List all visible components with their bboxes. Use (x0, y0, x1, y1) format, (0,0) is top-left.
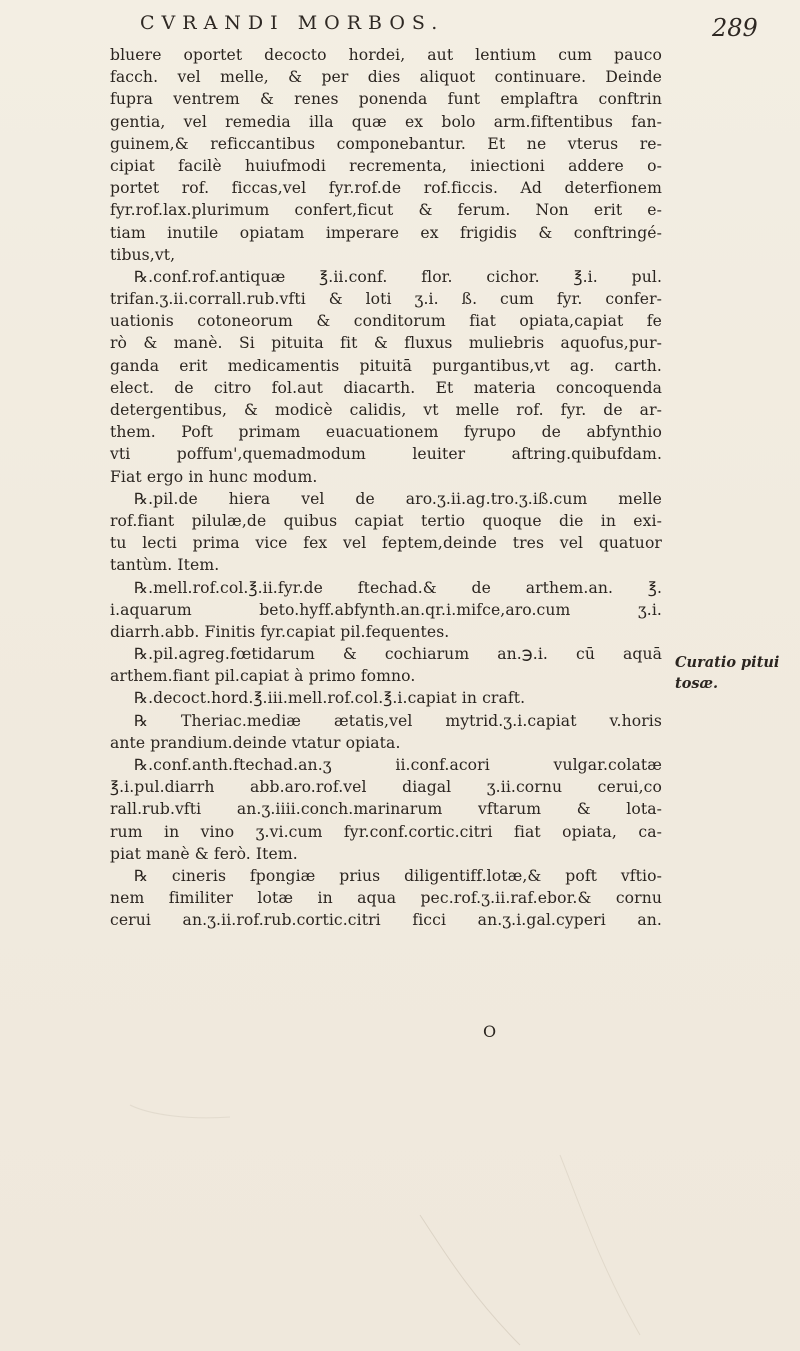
text-line: diarrh.abb. Finitis fyr.capiat pil.fequentes. (110, 622, 450, 641)
text-line: arthem.fiant pil.capiat à primo fomno. (110, 667, 416, 686)
recipe-line: ℞.conf.rof.antiquæ ℥.ii.conf. flor. cichor. ℥.i. pul. (134, 267, 662, 286)
text-line: portet rof. ficcas,vel fyr.rof.de rof.ficcis. Ad deterfionem (110, 179, 662, 198)
text-line: tu lecti prima vice fex vel feptem,deinde tres vel quatuor (110, 534, 662, 553)
text-line: rof.fiant pilulæ,de quibus capiat tertio quoque die in exi- (110, 511, 662, 530)
text-line: gentia, vel remedia illa quæ ex bolo arm.fiftentibus fan- (110, 112, 662, 131)
text-line: rum in vino ʒ.vi.cum fyr.conf.cortic.citri fiat opiata, ca- (110, 822, 662, 841)
text-line: trifan.ʒ.ii.corrall.rub.vfti & loti ʒ.i. ß. cum fyr. confer- (110, 290, 662, 309)
text-line: them. Poft primam euacuationem fyrupo de abfynthio (110, 423, 662, 442)
recipe-line: ℞ Theriac.mediæ ætatis,vel mytrid.ʒ.i.capiat v.horis (134, 711, 662, 730)
page-number: 289 (712, 14, 758, 42)
text-line: ante prandium.deinde vtatur opiata. (110, 733, 401, 752)
recipe-line: ℞.pil.de hiera vel de aro.ʒ.ii.ag.tro.ʒ.iß.cum melle (134, 489, 662, 508)
text-line: cipiat facilè huiufmodi recrementa, iniectioni addere o- (110, 156, 662, 175)
text-line: i.aquarum beto.hyff.abfynth.an.qr.i.mifce,aro.cum ʒ.i. (110, 600, 662, 619)
text-line: tantùm. Item. (110, 556, 220, 575)
recipe-line: ℞.mell.rof.col.℥.ii.fyr.de ftechad.& de arthem.an. ℥. (134, 578, 662, 597)
text-line: facch. vel melle, & per dies aliquot continuare. Deinde (110, 68, 662, 87)
recipe-line: ℞.conf.anth.ftechad.an.ʒ ii.conf.acori vulgar.colatæ (134, 756, 662, 774)
marginal-note (675, 652, 800, 694)
text-line: Fiat ergo in hunc modum. (110, 467, 318, 486)
text-line: bluere oportet decocto hordei, aut lentium cum pauco (110, 46, 662, 64)
show-through-marks (0, 1045, 800, 1351)
text-line: ℥.i.pul.diarrh abb.aro.rof.vel diagal ʒ.ii.cornu cerui,co (110, 778, 662, 797)
text-line: uationis cotoneorum & conditorum fiat opiata,capiat fe (110, 312, 662, 331)
text-line: nem fimiliter lotæ in aqua pec.rof.ʒ.ii.raf.ebor.& cornu (110, 889, 662, 908)
recipe-line: ℞ cineris fpongiæ prius diligentiff.lotæ,& poft vftio- (134, 866, 662, 885)
catchword: O (483, 1022, 497, 1041)
text-line: vti poffum',quemadmodum leuiter aftring.quibufdam. (110, 445, 662, 464)
text-line: tibus,vt, (110, 245, 176, 264)
recipe-line: ℞.decoct.hord.℥.iii.mell.rof.col.℥.i.capiat in craft. (134, 689, 526, 708)
text-line: ganda erit medicamentis pituitā purgantibus,vt ag. carth. (110, 356, 662, 375)
text-line: fyr.rof.lax.plurimum confert,ficut & ferum. Non erit e- (110, 201, 662, 220)
running-head: CVRANDI MORBOS. (140, 12, 445, 34)
marginal-note-line: Curatio pitui (675, 654, 780, 671)
body-text (110, 44, 662, 932)
text-line: rall.rub.vfti an.ʒ.iiii.conch.marinarum vftarum & lota- (110, 800, 662, 819)
recipe-line: ℞.pil.agreg.fœtidarum & cochiarum an.℈.i. cū aquā (134, 645, 662, 664)
text-line: guinem,& reficcantibus componebantur. Et ne vterus re- (110, 134, 662, 153)
marginal-note-line: tosæ. (675, 675, 719, 692)
text-line: tiam inutile opiatam imperare ex frigidis & conftringé- (110, 223, 662, 242)
text-line: fupra ventrem & renes ponenda funt emplaftra conftrin (110, 90, 662, 109)
text-line: cerui an.ʒ.ii.rof.rub.cortic.citri ficci an.ʒ.i.gal.cyperi an. (110, 911, 662, 930)
text-line: elect. de citro fol.aut diacarth. Et materia concoquenda (110, 378, 662, 397)
text-line: rò & manè. Si pituita fit & fluxus muliebris aquofus,pur- (110, 334, 662, 353)
text-line: detergentibus, & modicè calidis, vt melle rof. fyr. de ar- (110, 401, 662, 419)
text-line: piat manè & ferò. Item. (110, 844, 298, 863)
